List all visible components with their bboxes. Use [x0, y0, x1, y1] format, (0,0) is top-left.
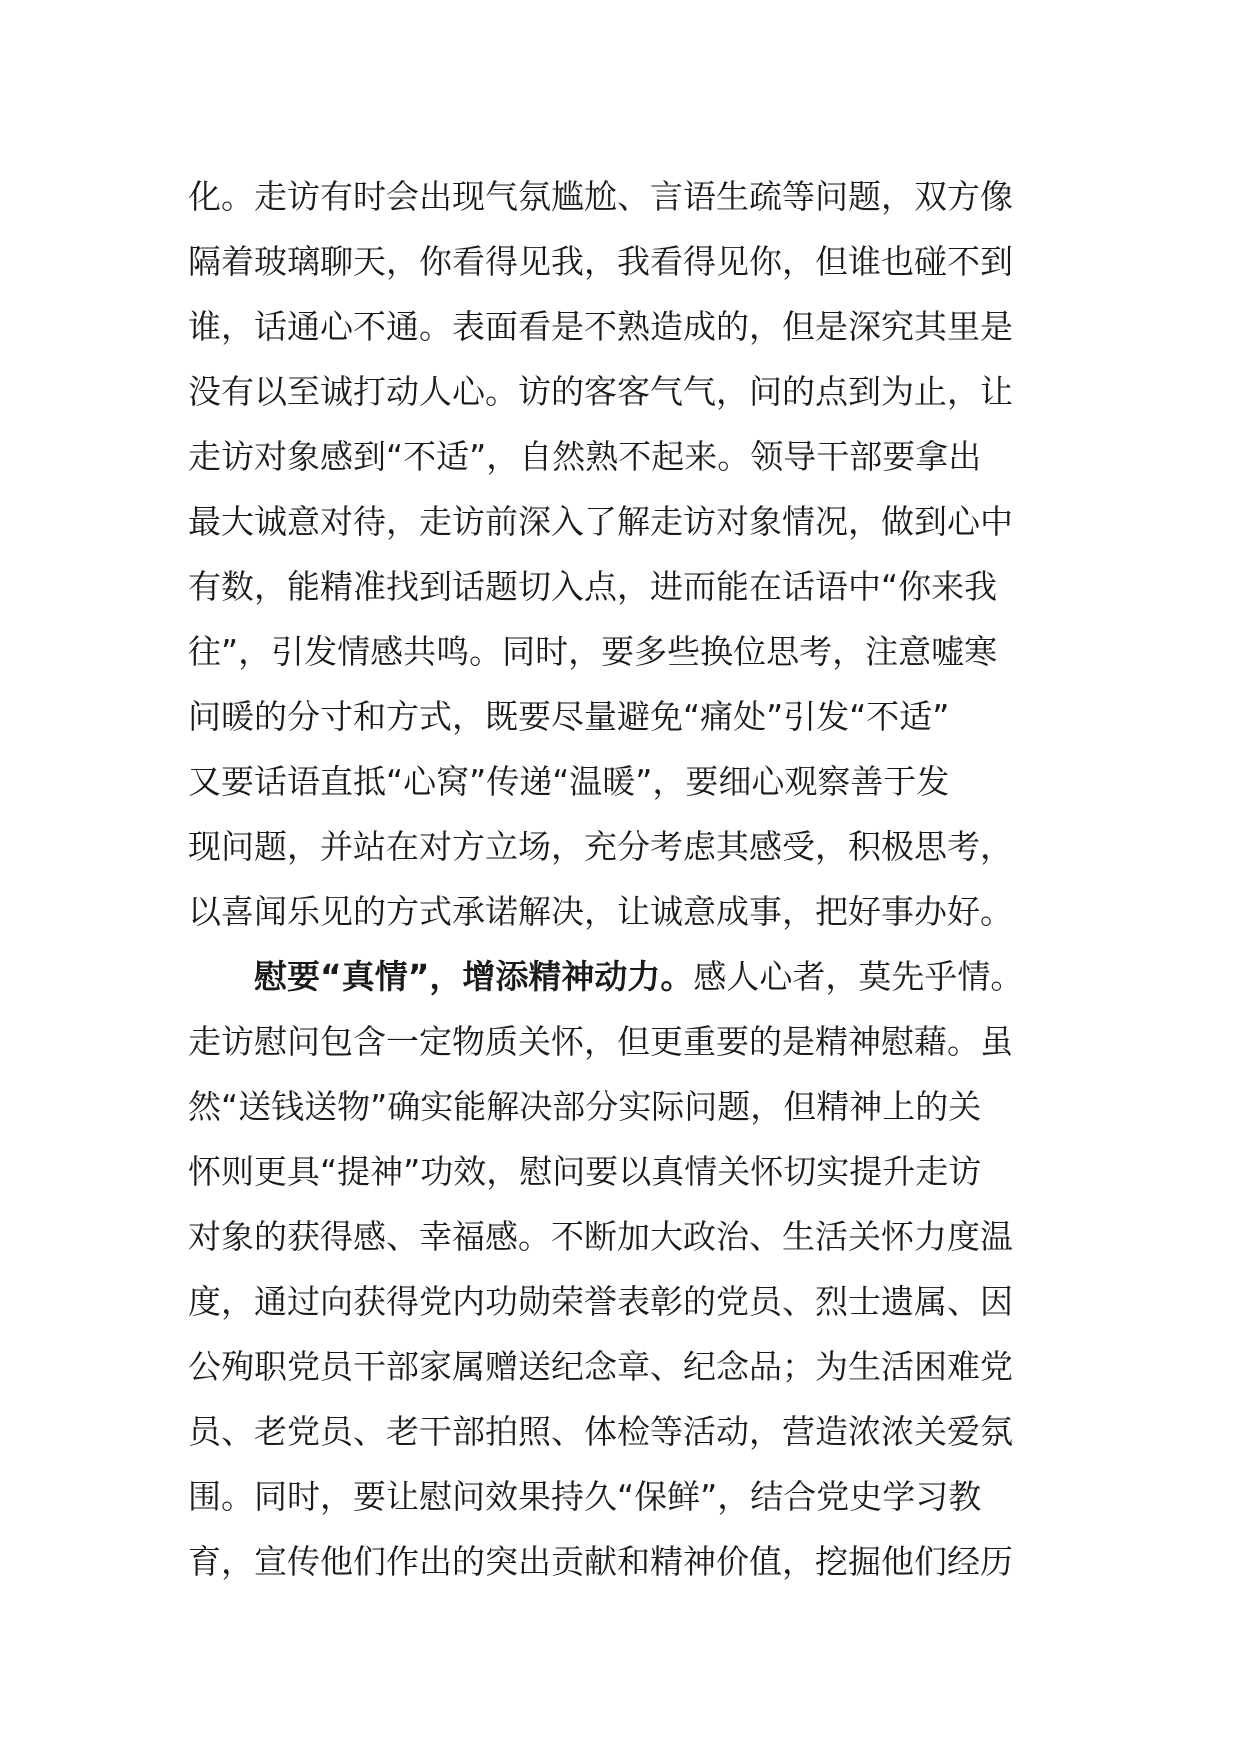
section-heading-tail: 感人心者，莫先乎情。	[693, 957, 1024, 996]
text-line: 走访慰问包含一定物质关怀，但更重要的是精神慰藉。虽	[188, 1022, 1013, 1061]
body-text	[188, 164, 1088, 1594]
text-line: 化。走访有时会出现气氛尴尬、言语生疏等问题，双方像	[188, 177, 1013, 216]
text-line: 对象的获得感、幸福感。不断加大政治、生活关怀力度温	[188, 1217, 1013, 1256]
text-line: 育，宣传他们作出的突出贡献和精神价值，挖掘他们经历	[188, 1542, 1013, 1581]
text-line: 走访对象感到“不适”，自然熟不起来。领导干部要拿出	[188, 437, 982, 476]
text-line: 隔着玻璃聊天，你看得见我，我看得见你，但谁也碰不到	[188, 242, 1013, 281]
text-line: 以喜闻乐见的方式承诺解决，让诚意成事，把好事办好。	[188, 892, 1013, 931]
text-line: 公殉职党员干部家属赠送纪念章、纪念品；为生活困难党	[188, 1347, 1013, 1386]
text-line: 又要话语直抵“心窝”传递“温暖”，要细心观察善于发	[188, 762, 950, 801]
text-line: 有数，能精准找到话题切入点，进而能在话语中“你来我	[188, 567, 998, 606]
text-line: 围。同时，要让慰问效果持久“保鲜”，结合党史学习教	[188, 1477, 982, 1516]
text-line: 然“送钱送物”确实能解决部分实际问题，但精神上的关	[188, 1087, 982, 1126]
section-heading: 慰要“真情”，增添精神动力。	[254, 957, 694, 996]
text-line: 谁，话通心不通。表面看是不熟造成的，但是深究其里是	[188, 307, 1013, 346]
section-first-line	[188, 944, 1088, 1009]
text-line: 度，通过向获得党内功勋荣誉表彰的党员、烈士遗属、因	[188, 1282, 1013, 1321]
text-line: 怀则更具“提神”功效，慰问要以真情关怀切实提升走访	[188, 1152, 982, 1191]
text-line: 没有以至诚打动人心。访的客客气气，问的点到为止，让	[188, 372, 1013, 411]
text-line: 问暖的分寸和方式，既要尽量避免“痛处”引发“不适”	[188, 697, 950, 736]
text-line: 往”，引发情感共鸣。同时，要多些换位思考，注意嘘寒	[188, 632, 998, 671]
text-line: 现问题，并站在对方立场，充分考虑其感受，积极思考，	[188, 827, 1013, 866]
text-line: 最大诚意对待，走访前深入了解走访对象情况，做到心中	[188, 502, 1013, 541]
text-line: 员、老党员、老干部拍照、体检等活动，营造浓浓关爱氛	[188, 1412, 1013, 1451]
